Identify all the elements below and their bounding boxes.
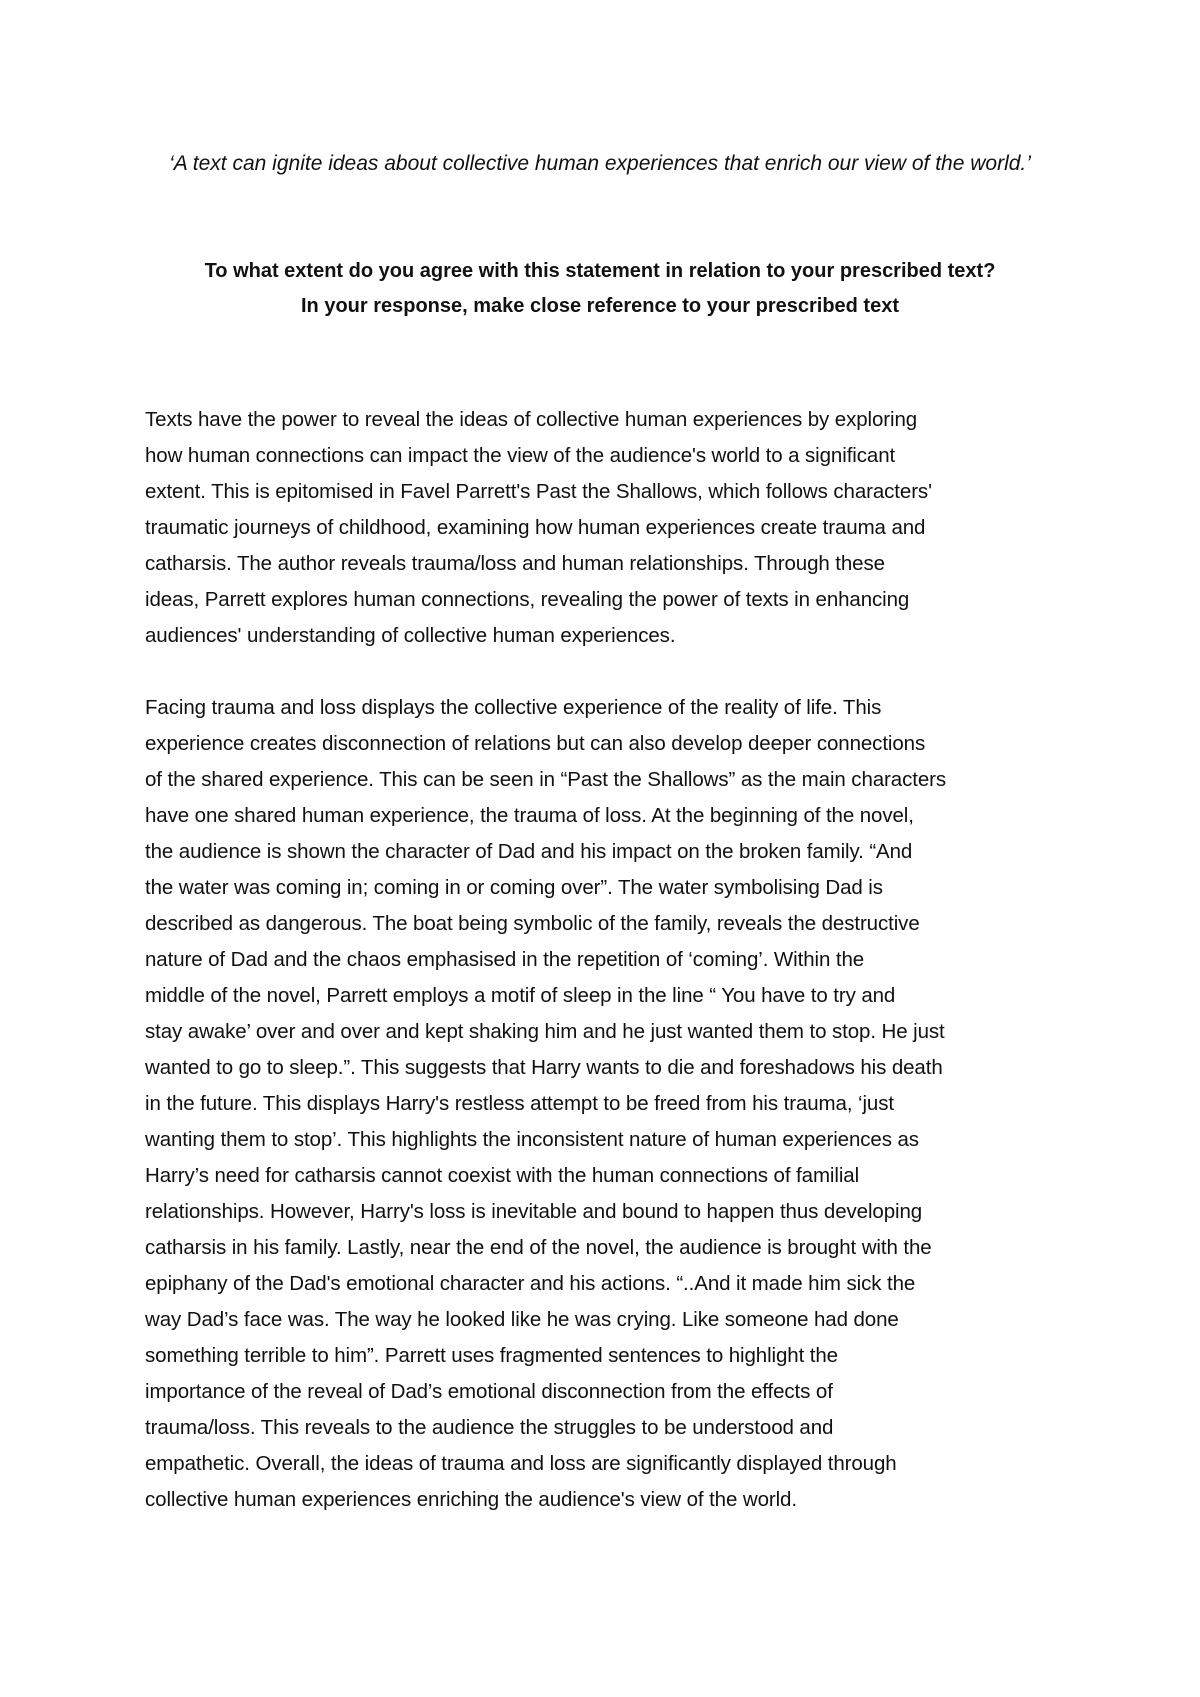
paragraph-line: the audience is shown the character of Dad and his impact on the broken family. “And — [145, 840, 913, 863]
paragraph-line: way Dad’s face was. The way he looked like he was crying. Like someone had done — [145, 1308, 899, 1331]
paragraph-line: of the shared experience. This can be seen in “Past the Shallows” as the main characters — [145, 768, 947, 791]
paragraph-line: Facing trauma and loss displays the collective experience of the reality of life. This — [145, 696, 882, 719]
paragraph-line: epiphany of the Dad's emotional character and his actions. “..And it made him sick the — [145, 1272, 916, 1295]
introduction-paragraph — [145, 402, 1065, 654]
question-line: In your response, make close reference to your prescribed text — [300, 295, 899, 317]
body-paragraph — [145, 690, 1065, 1518]
paragraph-line: how human connections can impact the view of the audience's world to a significant — [145, 444, 896, 467]
paragraph-line: audiences' understanding of collective human experiences. — [145, 624, 676, 647]
paragraph-line: in the future. This displays Harry's restless attempt to be freed from his trauma, ‘just — [145, 1092, 894, 1115]
paragraph-line: middle of the novel, Parrett employs a motif of sleep in the line “ You have to try and — [145, 984, 896, 1007]
paragraph-line: Texts have the power to reveal the ideas of collective human experiences by exploring — [145, 408, 918, 431]
paragraph-line: empathetic. Overall, the ideas of trauma and loss are significantly displayed through — [145, 1452, 897, 1475]
paragraph-line: importance of the reveal of Dad’s emotional disconnection from the effects of — [145, 1380, 833, 1403]
paragraph-line: experience creates disconnection of relations but can also develop deeper connections — [145, 732, 926, 755]
paragraph-line: something terrible to him”. Parrett uses fragmented sentences to highlight the — [145, 1344, 838, 1367]
paragraph-line: ideas, Parrett explores human connections, revealing the power of texts in enhancing — [145, 588, 910, 611]
paragraph-line: described as dangerous. The boat being symbolic of the family, reveals the destructive — [145, 912, 920, 935]
paragraph-line: wanting them to stop’. This highlights the inconsistent nature of human experiences as — [145, 1128, 919, 1151]
paragraph-line: collective human experiences enriching the audience's view of the world. — [145, 1488, 797, 1511]
paragraph-line: have one shared human experience, the trauma of loss. At the beginning of the novel, — [145, 804, 914, 827]
paragraph-line: relationships. However, Harry's loss is inevitable and bound to happen thus developing — [145, 1200, 923, 1223]
paragraph-line: nature of Dad and the chaos emphasised in the repetition of ‘coming’. Within the — [145, 948, 865, 971]
paragraph-line: wanted to go to sleep.”. This suggests that Harry wants to die and foreshadows his death — [145, 1056, 943, 1079]
paragraph-line: catharsis in his family. Lastly, near the end of the novel, the audience is brought with the — [145, 1236, 932, 1259]
paragraph-line: extent. This is epitomised in Favel Parrett's Past the Shallows, which follows characters' — [145, 480, 932, 503]
paragraph-line: trauma/loss. This reveals to the audience the struggles to be understood and — [145, 1416, 834, 1439]
paragraph-line: Harry’s need for catharsis cannot coexist with the human connections of familial — [145, 1164, 860, 1187]
paragraph-line: the water was coming in; coming in or coming over”. The water symbolising Dad is — [145, 876, 883, 899]
question-line: To what extent do you agree with this statement in relation to your prescribed text? — [204, 260, 996, 282]
prompt-quote: ‘A text can ignite ideas about collective human experiences that enrich our view of the world.’ — [169, 152, 1031, 175]
paragraph-line: stay awake’ over and over and kept shaking him and he just wanted them to stop. He just — [145, 1020, 945, 1043]
paragraph-line: catharsis. The author reveals trauma/loss and human relationships. Through these — [145, 552, 885, 575]
paragraph-line: traumatic journeys of childhood, examining how human experiences create trauma and — [145, 516, 926, 539]
essay-question — [140, 254, 1060, 324]
